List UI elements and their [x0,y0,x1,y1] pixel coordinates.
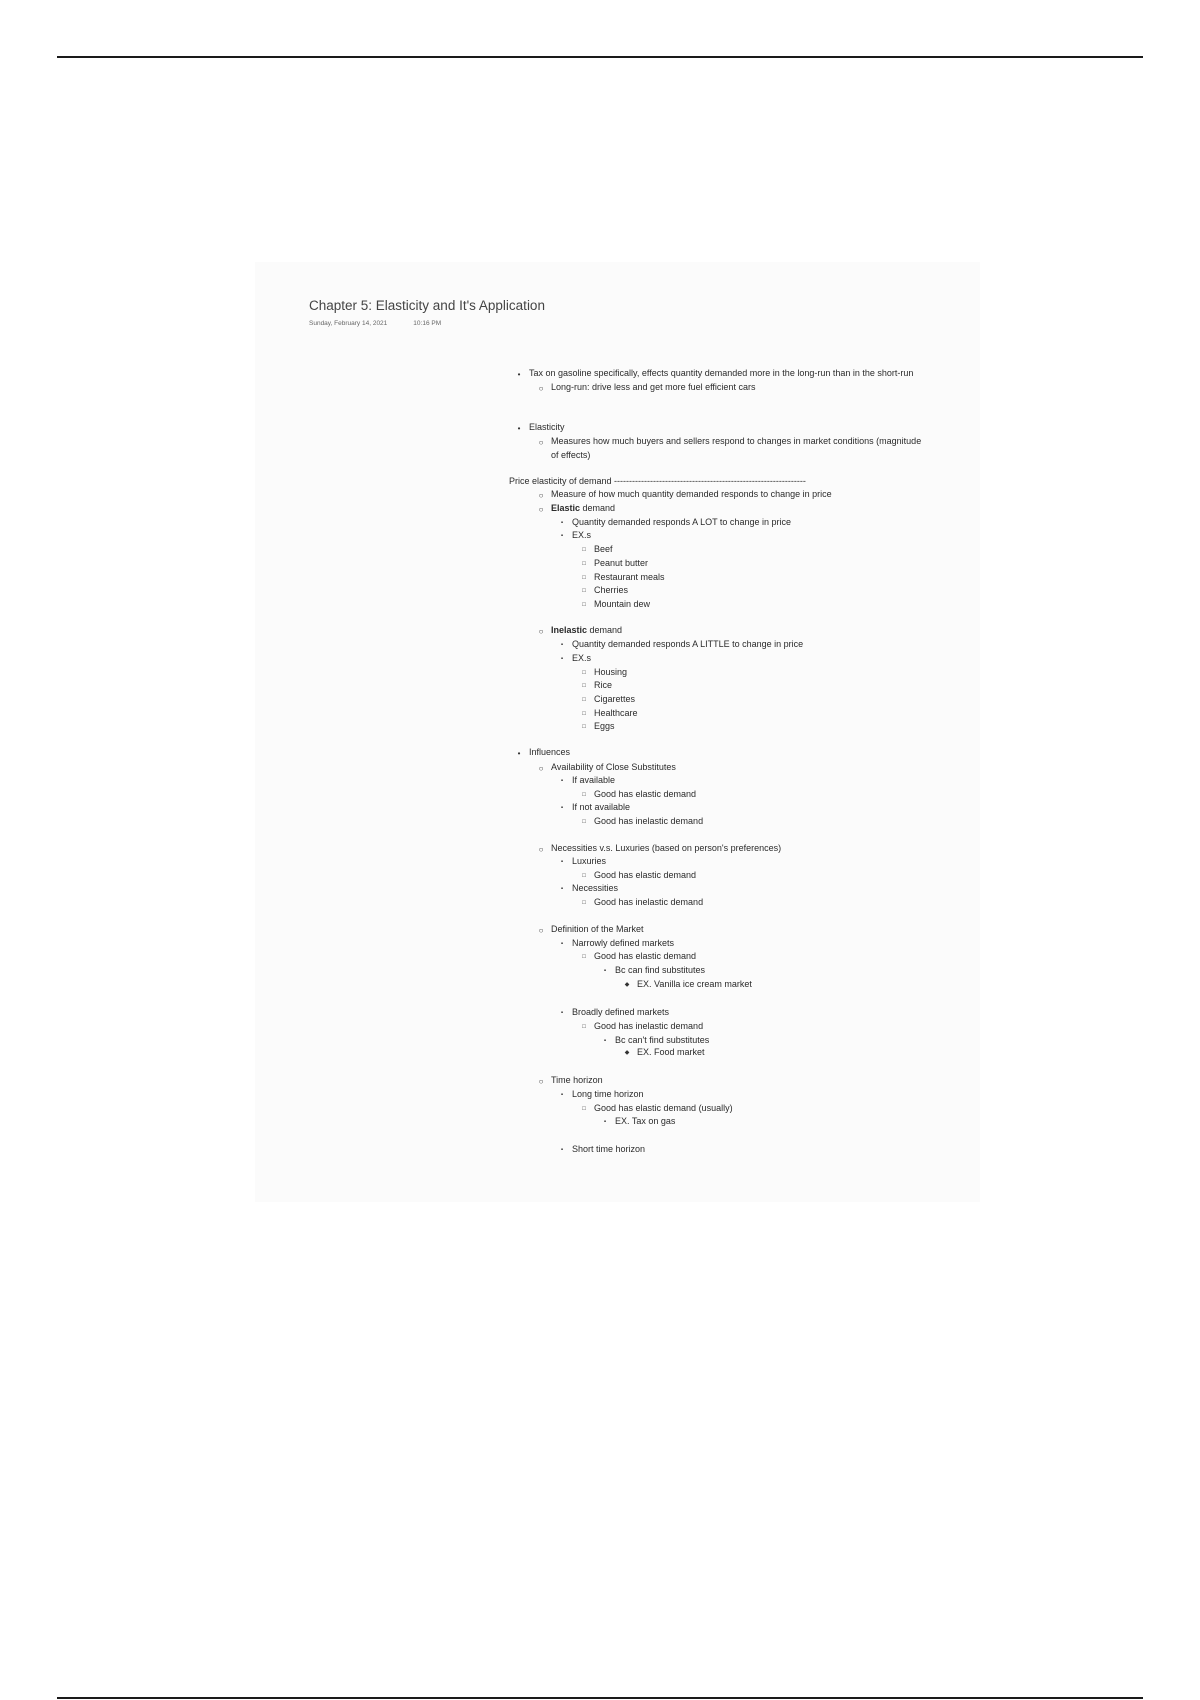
bullet-icon: □ [582,683,586,689]
outline-line: Narrowly defined markets [572,938,675,948]
bullet-icon: ▪ [560,1147,564,1153]
bullet-icon: □ [582,711,586,717]
outline-line: Time horizon [551,1075,603,1085]
bullet-icon: ▪ [603,1119,607,1125]
bullet-icon: ▪ [560,1010,564,1016]
outline-line: Quantity demanded responds A LOT to change in price [572,517,791,527]
bullet-icon: ○ [538,926,544,935]
outline-line: Cigarettes [594,694,636,704]
outline-line: Mountain dew [594,599,651,609]
bullet-icon: ▪ [560,886,564,892]
bullet-icon: • [517,749,521,758]
outline-line: Influences [529,747,571,757]
bullet-icon: ○ [538,1077,544,1086]
bullet-icon: • [517,424,521,433]
outline-line: Measure of how much quantity demanded responds to change in price [551,489,832,499]
bullet-icon: ○ [538,764,544,773]
outline-line: Quantity demanded responds A LITTLE to change in price [572,639,804,649]
outline-line: Healthcare [594,708,638,718]
outline-line: Elasticity [529,422,565,432]
bullet-icon: ▪ [560,1092,564,1098]
outline-line: Bc can't find substitutes [615,1035,710,1045]
outline-line: Tax on gasoline specifically, effects quantity demanded more in the long-run than in the short-run [529,368,914,378]
bullet-icon: ▪ [560,520,564,526]
bullet-icon: ▪ [560,859,564,865]
bullet-icon: ▪ [560,642,564,648]
bold-term: Elastic [551,503,581,513]
outline-line: Long-run: drive less and get more fuel efficient cars [551,382,756,392]
bullet-icon: □ [582,954,586,960]
bullet-icon: ▪ [560,941,564,947]
bold-term: Inelastic [551,625,588,635]
bullet-icon: ◆ [624,1050,630,1056]
bullet-icon: □ [582,561,586,567]
bullet-icon: ▪ [603,1038,607,1044]
outline-line: Housing [594,667,628,677]
bullet-icon: ○ [538,845,544,854]
bottom-rule [57,1697,1143,1699]
outline-line: Restaurant meals [594,572,665,582]
bullet-icon: ○ [538,505,544,514]
bullet-icon: ◆ [624,982,630,988]
bullet-icon: □ [582,575,586,581]
bullet-icon: ▪ [560,656,564,662]
outline-line: Necessities [572,883,619,893]
outline-line: Necessities v.s. Luxuries (based on person's preferences) [551,843,782,853]
bullet-icon: ▪ [603,968,607,974]
outline-line: EX.s [572,653,592,663]
outline-line: Good has elastic demand (usually) [594,1103,733,1113]
outline-line: EX. Tax on gas [615,1116,676,1126]
outline-line: Definition of the Market [551,924,644,934]
top-rule [57,56,1143,58]
outline-line: Elastic demand [551,503,616,513]
bullet-icon: □ [582,547,586,553]
bullet-icon: □ [582,697,586,703]
outline-line: If not available [572,802,631,812]
outline-line: Good has elastic demand [594,789,697,799]
outline-line: Eggs [594,721,615,731]
bullet-icon: □ [582,873,586,879]
bullet-icon: ▪ [560,805,564,811]
outline-line: EX. Vanilla ice cream market [637,979,752,989]
bullet-icon: ○ [538,438,544,447]
bullet-icon: ○ [538,384,544,393]
bullet-icon: □ [582,670,586,676]
outline-line: Availability of Close Substitutes [551,762,676,772]
bullet-icon: • [517,370,521,379]
outline-line: Peanut butter [594,558,649,568]
outline-line: Good has elastic demand [594,951,697,961]
outline-line: of effects) [551,450,591,460]
outline-line: Luxuries [572,856,607,866]
outline-line: Good has inelastic demand [594,897,704,907]
bullet-icon: □ [582,602,586,608]
bullet-icon: □ [582,900,586,906]
time: 10:16 PM [413,320,442,327]
outline-line: Inelastic demand [551,625,623,635]
outline-line: Good has inelastic demand [594,816,704,826]
outline-line: Long time horizon [572,1089,644,1099]
date: Sunday, February 14, 2021 [309,320,388,327]
outline-line: If available [572,775,616,785]
outline-line: Short time horizon [572,1144,646,1154]
note-page [255,262,980,1202]
bullet-icon: □ [582,724,586,730]
outline-line: Broadly defined markets [572,1007,670,1017]
bullet-icon: ○ [538,627,544,636]
outline-line: Price elasticity of demand ---------------------------------------------------------------- [509,476,806,486]
outline-line: Cherries [594,585,629,595]
bullet-icon: ○ [538,491,544,500]
outline-line: Rice [594,680,613,690]
bullet-icon: □ [582,588,586,594]
bullet-icon: □ [582,1106,586,1112]
outline-line: Measures how much buyers and sellers respond to changes in market conditions (magnitude [551,436,922,446]
bullet-icon: □ [582,819,586,825]
bullet-icon: ▪ [560,778,564,784]
outline-line: Bc can find substitutes [615,965,706,975]
outline-line: EX. Food market [637,1047,705,1057]
dateline [309,320,441,327]
outline-line: Good has elastic demand [594,870,697,880]
bullet-icon: ▪ [560,533,564,539]
outline-line: Beef [594,544,613,554]
bullet-icon: □ [582,1024,586,1030]
page-title: Chapter 5: Elasticity and It's Application [309,298,545,313]
bullet-icon: □ [582,792,586,798]
outline-line: Good has inelastic demand [594,1021,704,1031]
outline-line: EX.s [572,530,592,540]
